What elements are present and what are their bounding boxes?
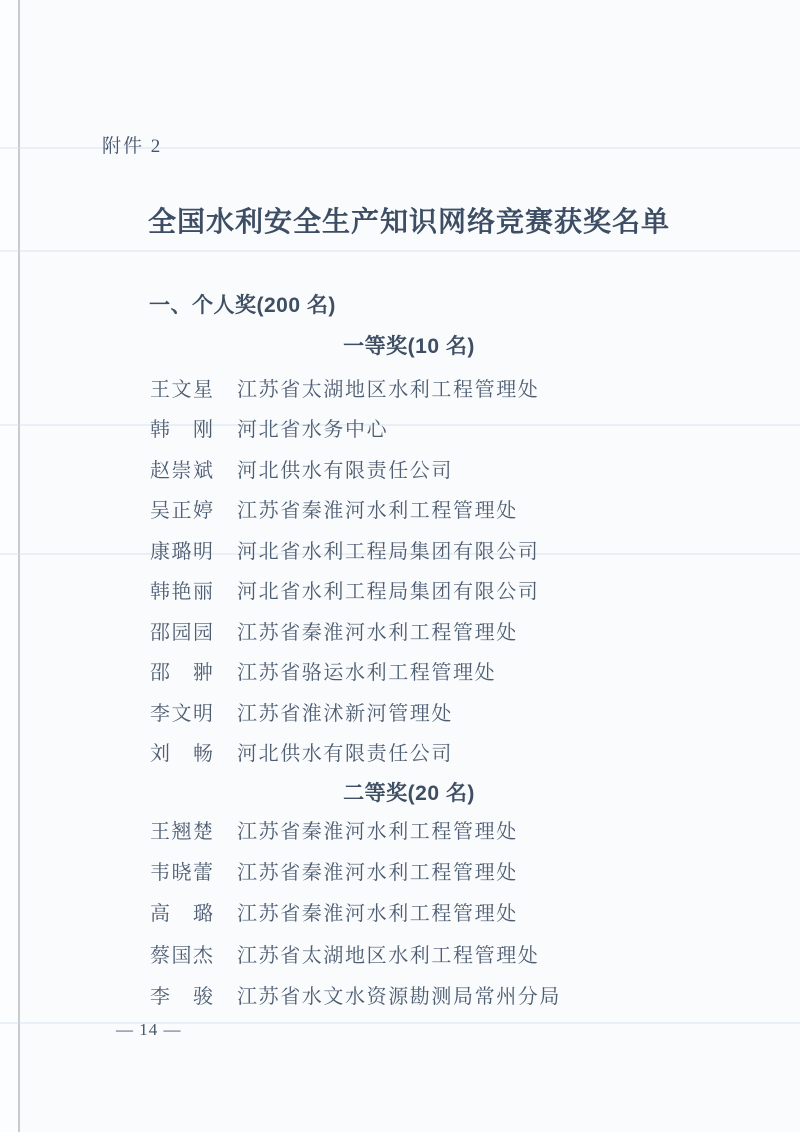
winner-organization: 江苏省太湖地区水利工程管理处 — [237, 378, 540, 401]
winner-name: 李文明 — [150, 702, 215, 725]
winner-organization: 江苏省秦淮河水利工程管理处 — [237, 500, 518, 523]
winner-organization: 江苏省秦淮河水利工程管理处 — [237, 821, 518, 844]
winner-row — [0, 448, 800, 489]
winner-name: 吴正婷 — [150, 500, 215, 523]
winner-row — [0, 367, 800, 408]
winner-name: 邵 翀 — [150, 662, 215, 685]
winner-row — [0, 651, 800, 692]
award-heading-second-prize: 二等奖(20 名) — [343, 782, 475, 805]
winner-organization: 江苏省秦淮河水利工程管理处 — [237, 862, 518, 885]
winner-organization: 江苏省骆运水利工程管理处 — [237, 662, 497, 685]
winner-name: 蔡国杰 — [150, 944, 215, 967]
winner-organization: 江苏省太湖地区水利工程管理处 — [237, 944, 540, 967]
winner-name: 刘 畅 — [150, 743, 215, 766]
winner-name: 邵园园 — [150, 621, 215, 644]
document-title: 全国水利安全生产知识网络竞赛获奖名单 — [147, 207, 670, 238]
winner-organization: 江苏省淮沭新河管理处 — [237, 702, 453, 725]
winner-name: 李 骏 — [150, 985, 215, 1008]
winner-organization: 河北省水利工程局集团有限公司 — [237, 581, 540, 604]
winner-row — [0, 974, 800, 1015]
winner-row — [0, 850, 800, 891]
award-heading-first-prize: 一等奖(10 名) — [343, 335, 475, 358]
winner-row — [0, 809, 800, 850]
first-prize-winner-list — [0, 367, 800, 772]
winner-name: 韦晓蕾 — [150, 862, 215, 885]
winner-name: 王翘楚 — [150, 821, 215, 844]
second-prize-winner-list — [0, 809, 800, 1015]
page-number: — 14 — — [116, 1020, 182, 1039]
winner-row — [0, 489, 800, 530]
winner-row — [0, 408, 800, 449]
winner-organization: 河北供水有限责任公司 — [237, 459, 453, 482]
winner-organization: 江苏省水文水资源勘测局常州分局 — [237, 985, 561, 1008]
winner-row — [0, 570, 800, 611]
winner-organization: 江苏省秦淮河水利工程管理处 — [237, 903, 518, 926]
section-heading-individual-awards: 一、个人奖(200 名) — [149, 294, 336, 317]
winner-name: 高 璐 — [150, 903, 215, 926]
winner-name: 王文星 — [150, 378, 215, 401]
winner-row — [0, 732, 800, 773]
winner-organization: 河北省水利工程局集团有限公司 — [237, 540, 540, 563]
winner-name: 韩艳丽 — [150, 581, 215, 604]
winner-row — [0, 529, 800, 570]
winner-name: 康璐明 — [150, 540, 215, 563]
scan-streak — [0, 250, 800, 252]
winner-organization: 河北省水务中心 — [237, 419, 389, 442]
winner-name: 韩 刚 — [150, 419, 215, 442]
winner-row — [0, 891, 800, 932]
winner-organization: 河北供水有限责任公司 — [237, 743, 453, 766]
attachment-label: 附件 2 — [102, 136, 163, 157]
winner-row — [0, 691, 800, 732]
winner-row — [0, 610, 800, 651]
winner-organization: 江苏省秦淮河水利工程管理处 — [237, 621, 518, 644]
winner-row — [0, 933, 800, 974]
winner-name: 赵崇斌 — [150, 459, 215, 482]
